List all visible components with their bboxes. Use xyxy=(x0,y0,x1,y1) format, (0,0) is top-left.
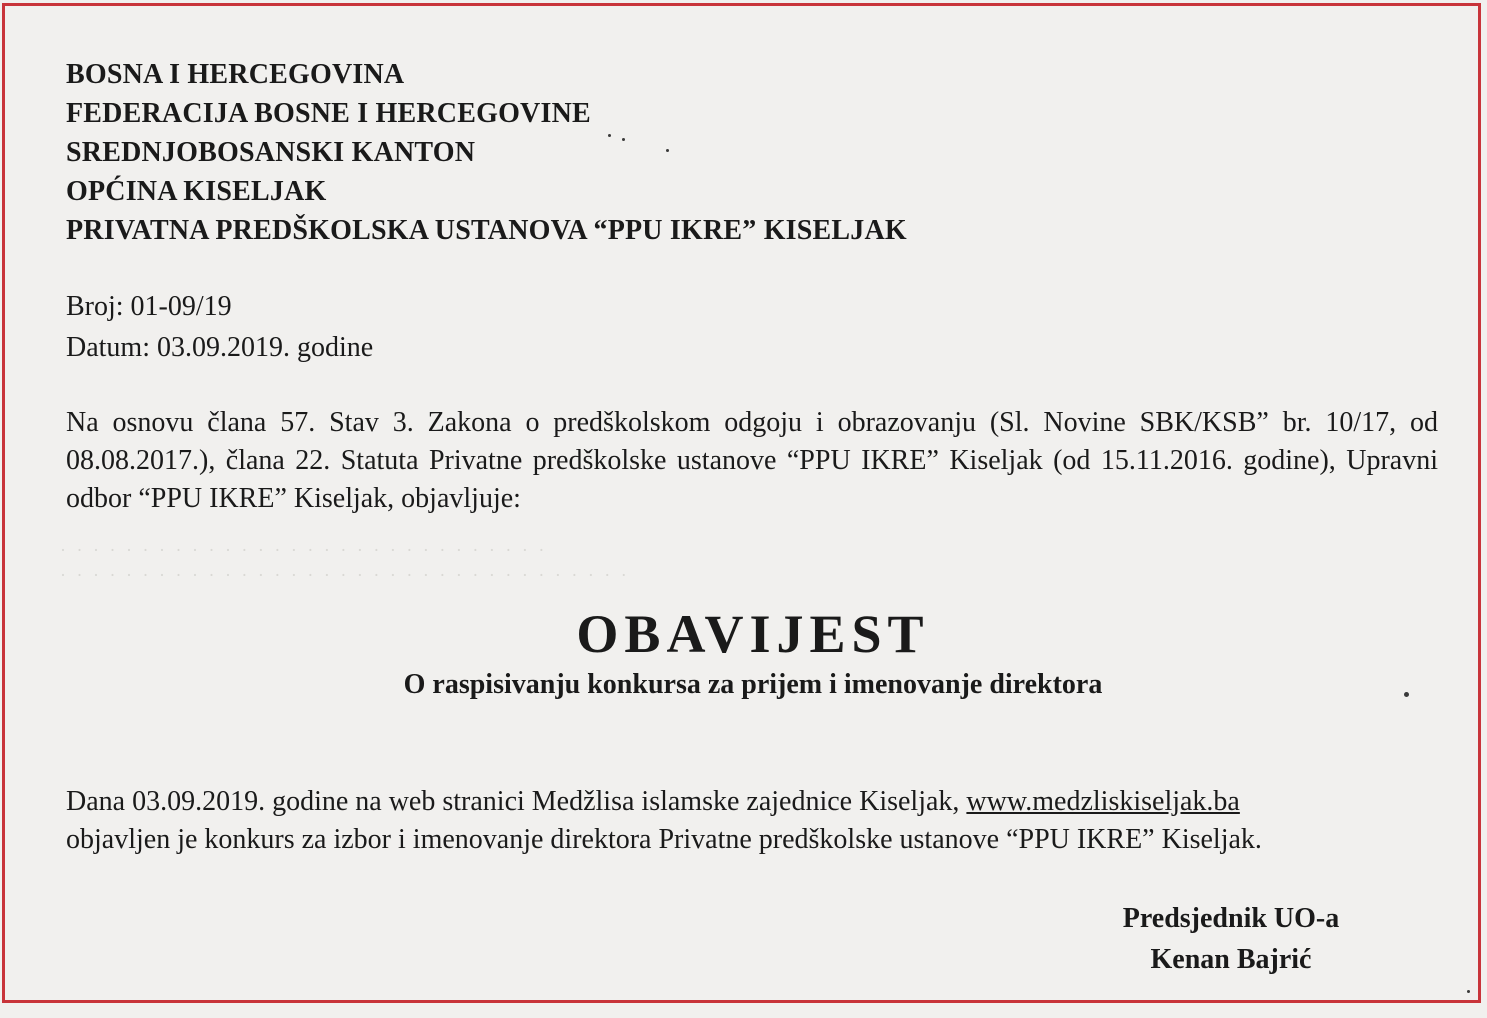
notice-title: OBAVIJEST xyxy=(576,604,930,664)
body-line-2: objavljen je konkurs za izbor i imenovanje direktora Privatne predškolske ustanove “PPU IKRE” Kiseljak. xyxy=(66,824,1262,855)
body-line-1 xyxy=(66,783,1438,821)
bleed-through-mark: · · · · · · · · · · · · · · · · · · · · · · · · · · · · · · xyxy=(60,540,548,560)
header-municipality: OPĆINA KISELJAK xyxy=(66,176,327,207)
signature-block xyxy=(1060,898,1402,980)
header-canton: SREDNJOBOSANSKI KANTON xyxy=(66,137,476,168)
print-speck xyxy=(608,134,611,137)
header-federation: FEDERACIJA BOSNE I HERCEGOVINE xyxy=(66,98,591,129)
signature-name: Kenan Bajrić xyxy=(1150,944,1312,975)
notice-subtitle: O raspisivanju konkursa za prijem i imenovanje direktora xyxy=(403,669,1103,700)
reference-block xyxy=(66,286,373,368)
print-speck xyxy=(622,138,625,141)
intro-paragraph: Na osnovu člana 57. Stav 3. Zakona o predškolskom odgoju i obrazovanju (Sl. Novine SBK/KSB” br. 10/17, od 08.08.2017.), člana 22. Statuta Privatne predškolske ustanove “PPU IKRE” Kiseljak (od 15.11.2016. godine), Upravni odbor “PPU IKRE” Kiseljak, objavljuje: xyxy=(66,407,1438,514)
website-link[interactable]: www.medzliskiseljak.ba xyxy=(966,786,1240,817)
print-speck xyxy=(1404,692,1409,697)
print-speck xyxy=(666,149,669,152)
signature-role: Predsjednik UO-a xyxy=(1122,903,1340,934)
reference-date: Datum: 03.09.2019. godine xyxy=(66,332,374,363)
bleed-through-mark: · · · · · · · · · · · · · · · · · · · · · · · · · · · · · · · · · · · xyxy=(60,565,630,585)
header-country: BOSNA I HERCEGOVINA xyxy=(66,59,405,90)
institution-header xyxy=(66,55,907,250)
body-paragraph xyxy=(66,783,1438,859)
header-institution: PRIVATNA PREDŠKOLSKA USTANOVA “PPU IKRE” KISELJAK xyxy=(66,215,907,246)
print-speck xyxy=(1467,990,1470,993)
reference-number: Broj: 01-09/19 xyxy=(66,291,232,322)
body-line-1-text: Dana 03.09.2019. godine na web stranici Medžlisa islamske zajednice Kiseljak, xyxy=(66,786,960,817)
